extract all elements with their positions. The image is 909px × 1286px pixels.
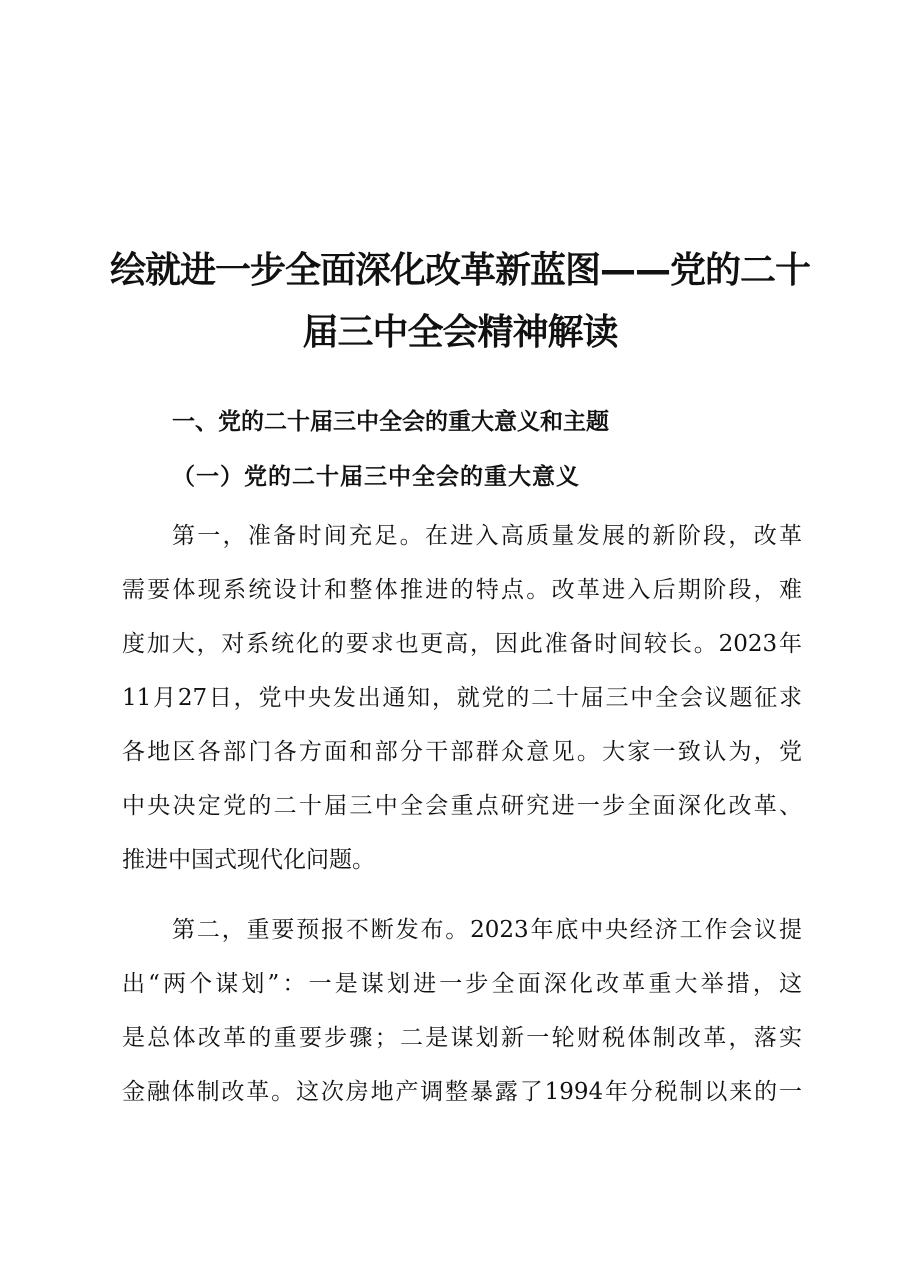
paragraph-2	[122, 903, 802, 1119]
document-title	[110, 240, 810, 364]
paragraph-1	[122, 509, 802, 887]
title-line-2: 届三中全会精神解读	[302, 312, 618, 353]
subsection-heading: （一）党的二十届三中全会的重大意义	[172, 463, 580, 490]
paragraph-line: 是总体改革的重要步骤；二是谋划新一轮财税体制改革，落实	[122, 1025, 802, 1051]
paragraph-line: 出“两个谋划”：一是谋划进一步全面深化改革重大举措，这	[122, 971, 802, 997]
paragraph-line: 度加大，对系统化的要求也更高，因此准备时间较长。2023年	[122, 631, 802, 657]
paragraph-line: 需要体现系统设计和整体推进的特点。改革进入后期阶段，难	[122, 577, 802, 603]
paragraph-line: 各地区各部门各方面和部分干部群众意见。大家一致认为，党	[122, 739, 802, 765]
paragraph-line: 第二，重要预报不断发布。2023年底中央经济工作会议提	[172, 917, 802, 943]
paragraph-line: 第一，准备时间充足。在进入高质量发展的新阶段，改革	[172, 523, 802, 549]
paragraph-line: 11月27日，党中央发出通知，就党的二十届三中全会议题征求	[122, 685, 802, 711]
paragraph-line: 金融体制改革。这次房地产调整暴露了1994年分税制以来的一	[122, 1079, 802, 1105]
title-line-1: 绘就进一步全面深化改革新蓝图——党的二十	[110, 250, 811, 291]
paragraph-line: 中央决定党的二十届三中全会重点研究进一步全面深化改革、	[122, 793, 802, 819]
section-heading: 一、党的二十届三中全会的重大意义和主题	[172, 409, 609, 435]
paragraph-line: 推进中国式现代化问题。	[122, 847, 375, 873]
